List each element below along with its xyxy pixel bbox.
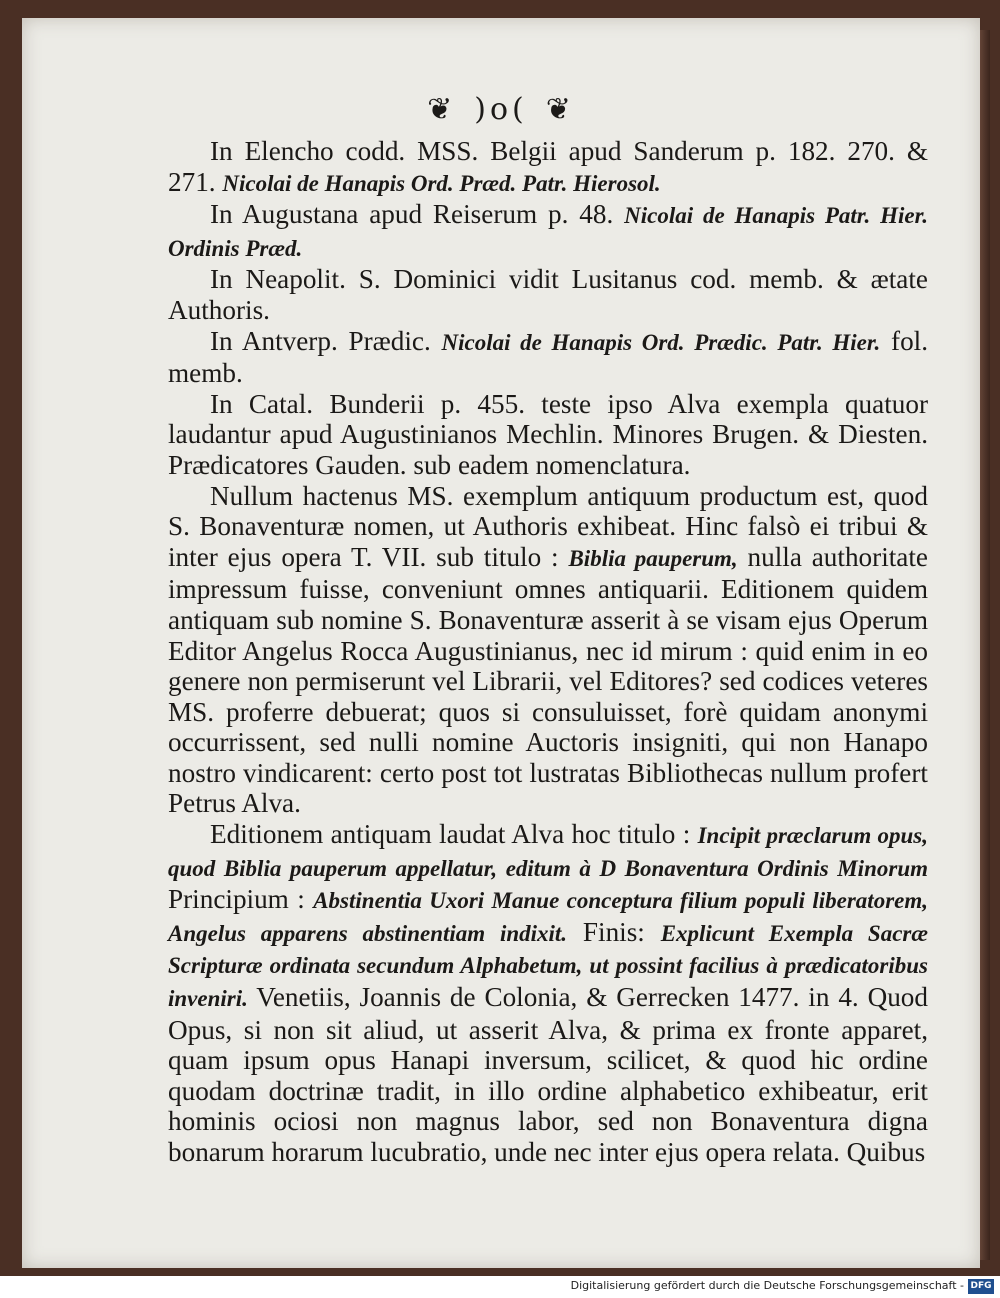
page-header: [22, 90, 980, 127]
paragraph: [168, 481, 928, 820]
paragraph-text: fol. memb.: [168, 325, 929, 389]
paragraph: [168, 326, 928, 389]
italic-text: Incipit præclarum opus, quod Biblia pauperum appellatur, editum à D Bonaventura Ordinis Minorum: [168, 823, 929, 881]
paragraph-text: In Catal. Bunderii p. 455. teste ipso Alva exempla quatuor laudantur apud Augustinianos Mechlin. Minores Brugen. & Diesten. Prædicatores Gauden. sub eadem nomenclatura.: [168, 388, 928, 480]
body-text: [168, 136, 928, 1168]
paragraph-text: In Elencho codd. MSS. Belgii apud Sanderum p. 182. 270. & 271.: [168, 136, 928, 197]
paragraph-text: In Neapolit. S. Dominici vidit Lusitanus cod. memb. & ætate Authoris.: [168, 264, 928, 325]
paragraph-text: In Augustana apud Reiserum p. 48.: [210, 199, 625, 230]
paragraph: [168, 136, 928, 199]
funding-credit: Digitalisierung gefördert durch die Deutsche Forschungsgemeinschaft -: [570, 1279, 964, 1292]
italic-text: Nicolai de Hanapis Ord. Prædic. Patr. Hier.: [441, 329, 881, 355]
paragraph-text: Venetiis, Joannis de Colonia, & Gerrecken 1477. in 4. Quod Opus, si non sit aliud, ut asserit Alva, & prima ex fronte apparet, quam ipsum opus Hanapi inversum, scilicet, & quod hic ordine quodam doctrinæ tradit, in illo ordine alphabetico exhibeatur, erit hominis ociosi non magnus labor, sed non Bonaventura digna bonarum horarum lucubratio, unde nec inter ejus opera relata. Quibus: [168, 982, 928, 1167]
dfg-logo-icon[interactable]: DFG: [968, 1279, 994, 1294]
paragraph: [168, 264, 928, 325]
paragraph-text: Editionem antiquam laudat Alva hoc titulo :: [210, 819, 698, 850]
paragraph: [168, 199, 928, 264]
paragraph-text: Principium :: [168, 884, 314, 915]
book-page: [22, 18, 980, 1268]
paragraph-text: Nullum hactenus MS. exemplum antiquum productum est, quod S. Bonaventuræ nomen, ut Authoris exhibeat. Hinc falsò ei tribui & inter ejus opera T. VII. sub titulo :: [168, 480, 928, 572]
paragraph: [168, 389, 928, 481]
header-text: )o(: [474, 91, 528, 127]
italic-text: Explicunt Exempla Sacræ Scripturæ ordinata secundum Alphabetum, ut possint facilius à prædicatoribus inveniri.: [168, 920, 928, 1012]
paragraph: [168, 819, 928, 1168]
footer-bar: [0, 1276, 1000, 1298]
italic-text: Nicolai de Hanapis Ord. Præd. Patr. Hierosol.: [222, 170, 661, 196]
ornament-right-icon: ❦: [545, 91, 575, 127]
italic-text: Biblia pauperum,: [568, 545, 738, 571]
paragraph-text: nulla authoritate impressum fuisse, conveniunt omnes antiquarii. Editionem quidem antiquam sub nomine S. Bonaventuræ asserit à se visam ejus Operum Editor Angelus Rocca Augustinianus, nec id mirum : quid enim in eo genere non permiserunt vel Librarii, vel Editores? sed codices veteres MS. proferre debuerat; quos si consuluisset, forè quidam anonymi occurrissent, sed nulli nomine Auctoris insigniti, qui non Hanapo nostro vindicarent: certo post tot lustratas Bibliothecas nullum profert Petrus Alva.: [168, 541, 928, 819]
italic-text: Abstinentia Uxori Manue conceptura filium populi liberatorem, Angelus apparens abstinentiam indixit.: [168, 888, 928, 946]
paragraph-text: Finis:: [567, 916, 661, 947]
italic-text: Nicolai de Hanapis Patr. Hier. Ordinis Præd.: [168, 203, 928, 261]
paragraph-text: In Antverp. Prædic.: [210, 325, 442, 356]
ornament-left-icon: ❦: [427, 91, 457, 127]
